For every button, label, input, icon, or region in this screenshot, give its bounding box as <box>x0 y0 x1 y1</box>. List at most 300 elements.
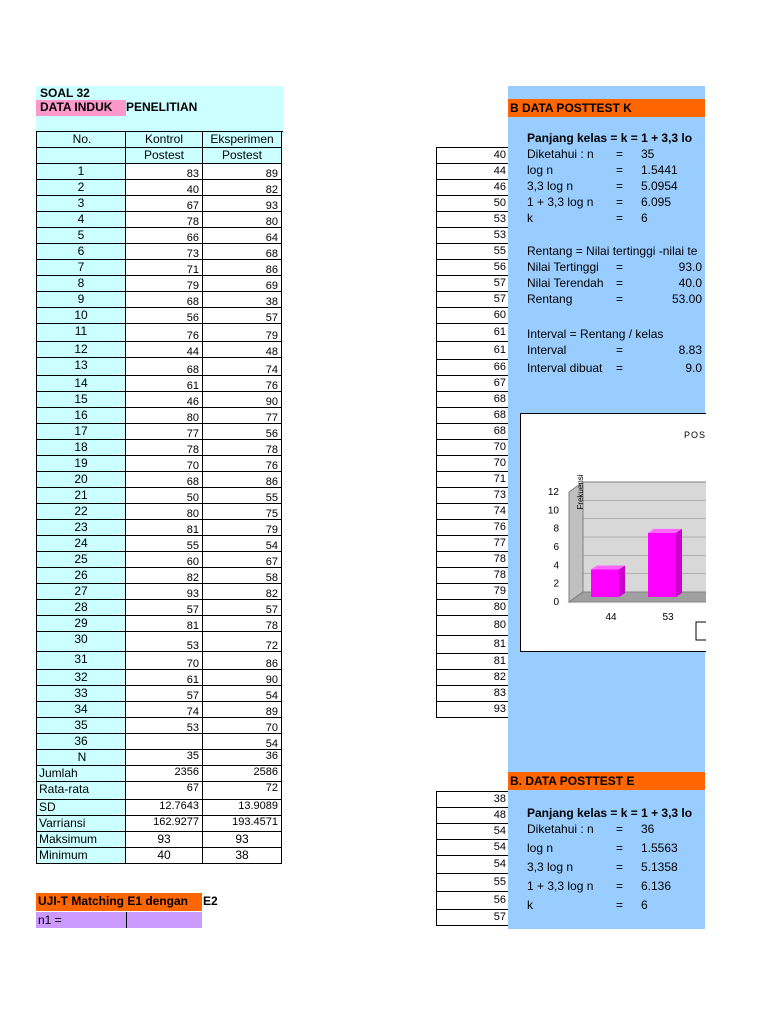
col-no-sub <box>37 148 126 164</box>
x-tick-label: 53 <box>662 612 674 623</box>
row-number: 2 <box>37 180 126 196</box>
rentang-label: Nilai Tertinggi <box>527 260 599 274</box>
table-row <box>37 358 282 376</box>
row-number: 18 <box>37 440 126 456</box>
row-number: 4 <box>37 212 126 228</box>
rentang-label: Rentang <box>527 292 573 306</box>
histogram-chart <box>520 413 706 652</box>
sorted-value: 55 <box>437 244 509 260</box>
row-number: 16 <box>37 408 126 424</box>
n1-label: n1 = <box>38 913 62 927</box>
stat-label: SD <box>37 800 126 816</box>
stats-row <box>37 766 282 782</box>
soal-label: SOAL 32 <box>40 86 90 100</box>
table-row <box>37 276 282 292</box>
kontrol-value: 76 <box>126 324 203 342</box>
calc-label: log n <box>527 841 554 855</box>
table-row <box>37 616 282 632</box>
row-number: 15 <box>37 392 126 408</box>
calc-label: log n <box>527 163 554 177</box>
stat-kontrol: 40 <box>126 848 203 864</box>
row-number: 22 <box>37 504 126 520</box>
table-row <box>37 260 282 276</box>
kontrol-value: 80 <box>126 408 203 424</box>
table-row <box>37 408 282 424</box>
table-row <box>37 244 282 260</box>
sorted-value: 70 <box>437 440 509 456</box>
col-kontrol-header: Kontrol <box>126 132 203 148</box>
y-tick-label: 6 <box>553 542 559 553</box>
kontrol-value: 68 <box>126 358 203 376</box>
sorted-value: 38 <box>437 792 509 808</box>
stat-eksperimen: 2586 <box>203 766 282 782</box>
interval-dibuat-label: Interval dibuat <box>527 361 603 375</box>
kontrol-value: 66 <box>126 228 203 244</box>
table-row <box>37 670 282 686</box>
panel-e-formula: Panjang kelas = k = 1 + 3,3 lo <box>527 806 693 820</box>
kontrol-value: 68 <box>126 472 203 488</box>
kontrol-value: 61 <box>126 670 203 686</box>
uji-title-a: UJI-T Matching E1 dengan <box>38 894 189 908</box>
title-part-b: PENELITIAN <box>126 100 198 114</box>
table-row <box>37 424 282 440</box>
row-number: 21 <box>37 488 126 504</box>
kontrol-value: 46 <box>126 392 203 408</box>
stats-row <box>37 800 282 816</box>
sorted-value: 61 <box>437 324 509 342</box>
kontrol-value: 78 <box>126 440 203 456</box>
sorted-value: 56 <box>437 892 509 910</box>
sorted-value: 68 <box>437 408 509 424</box>
histogram-bar-side <box>619 566 625 598</box>
sorted-value: 54 <box>437 840 509 856</box>
table-row <box>37 632 282 652</box>
sorted-value: 67 <box>437 376 509 392</box>
sorted-value: 54 <box>437 824 509 840</box>
sorted-value: 54 <box>437 856 509 874</box>
row-number: 1 <box>37 164 126 180</box>
row-number: 33 <box>37 686 126 702</box>
eksperimen-value: 80 <box>203 212 282 228</box>
table-row <box>37 342 282 358</box>
row-number: 31 <box>37 652 126 670</box>
table-row <box>37 686 282 702</box>
row-number: 35 <box>37 718 126 734</box>
stat-label: N <box>37 750 126 766</box>
stat-label: Maksimum <box>37 832 126 848</box>
kontrol-value: 67 <box>126 196 203 212</box>
sorted-value: 53 <box>437 228 509 244</box>
row-number: 26 <box>37 568 126 584</box>
interval-value: 8.83 <box>678 343 702 357</box>
table-subheader-row <box>37 148 282 164</box>
table-row <box>37 600 282 616</box>
sorted-value: 76 <box>437 520 509 536</box>
kontrol-value: 60 <box>126 552 203 568</box>
calc-value: 6 <box>641 898 648 912</box>
stat-kontrol: 12.7643 <box>126 800 203 816</box>
kontrol-value: 70 <box>126 652 203 670</box>
kontrol-value: 55 <box>126 536 203 552</box>
eksperimen-value: 56 <box>203 424 282 440</box>
stat-kontrol: 2356 <box>126 766 203 782</box>
sorted-value: 82 <box>437 670 509 686</box>
sorted-value: 57 <box>437 276 509 292</box>
kontrol-value: 61 <box>126 376 203 392</box>
eksperimen-value: 82 <box>203 584 282 600</box>
eksperimen-value: 72 <box>203 632 282 652</box>
panel-k-formula: Panjang kelas = k = 1 + 3,3 lo <box>527 131 693 145</box>
sorted-value: 48 <box>437 808 509 824</box>
y-tick-label: 8 <box>553 523 559 535</box>
kontrol-value: 53 <box>126 718 203 734</box>
histogram-svg <box>521 414 706 652</box>
y-tick-label: 4 <box>553 560 559 572</box>
eksperimen-value: 79 <box>203 324 282 342</box>
eksperimen-value: 78 <box>203 616 282 632</box>
table-row <box>37 376 282 392</box>
table-row <box>37 520 282 536</box>
chart-title: POS <box>684 430 706 440</box>
calc-value: 36 <box>641 822 655 836</box>
sorted-value: 68 <box>437 424 509 440</box>
table-row <box>37 702 282 718</box>
eksperimen-value: 55 <box>203 488 282 504</box>
sorted-value: 60 <box>437 308 509 324</box>
table-row <box>37 504 282 520</box>
kontrol-value: 57 <box>126 686 203 702</box>
sorted-value: 74 <box>437 504 509 520</box>
stat-eksperimen: 193.4571 <box>203 816 282 832</box>
table-row <box>37 536 282 552</box>
rentang-title: Rentang = Nilai tertinggi -nilai te <box>527 244 698 258</box>
eksperimen-value: 86 <box>203 652 282 670</box>
row-number: 34 <box>37 702 126 718</box>
sorted-value: 80 <box>437 616 509 636</box>
kontrol-value: 93 <box>126 584 203 600</box>
row-number: 8 <box>37 276 126 292</box>
kontrol-value <box>126 734 203 750</box>
calc-value: 6 <box>641 211 648 225</box>
row-number: 29 <box>37 616 126 632</box>
table-row <box>37 292 282 308</box>
row-number: 17 <box>37 424 126 440</box>
calc-label: 3,3 log n <box>527 179 574 193</box>
calc-equals: = <box>616 860 624 874</box>
kontrol-value: 57 <box>126 600 203 616</box>
col-no-header: No. <box>37 132 126 148</box>
calc-equals: = <box>616 147 624 161</box>
eksperimen-value: 67 <box>203 552 282 568</box>
sorted-value: 79 <box>437 584 509 600</box>
eksperimen-value: 64 <box>203 228 282 244</box>
rentang-value: 93.0 <box>678 260 702 274</box>
table-row <box>37 652 282 670</box>
row-number: 20 <box>37 472 126 488</box>
uji-title-b: E2 <box>203 894 218 908</box>
eksperimen-value: 74 <box>203 358 282 376</box>
eksperimen-value: 86 <box>203 472 282 488</box>
sorted-value: 40 <box>437 148 509 164</box>
y-axis-label: Frekuensi <box>576 474 585 510</box>
interval-title: Interval = Rentang / kelas <box>527 327 664 341</box>
interval-dibuat-value: 9.0 <box>685 361 702 375</box>
stat-eksperimen: 38 <box>203 848 282 864</box>
row-number: 23 <box>37 520 126 536</box>
calc-equals: = <box>616 163 624 177</box>
data-table <box>36 131 283 864</box>
sorted-value: 81 <box>437 654 509 670</box>
sorted-value: 57 <box>437 292 509 308</box>
kontrol-value: 56 <box>126 308 203 324</box>
sorted-value: 70 <box>437 456 509 472</box>
kontrol-value: 50 <box>126 488 203 504</box>
interval-eq: = <box>616 343 624 357</box>
sorted-value: 55 <box>437 874 509 892</box>
eksperimen-postest-sub: Postest <box>203 148 282 164</box>
eksperimen-value: 38 <box>203 292 282 308</box>
eksperimen-value: 54 <box>203 536 282 552</box>
table-row <box>37 552 282 568</box>
calc-equals: = <box>616 898 624 912</box>
row-number: 13 <box>37 358 126 376</box>
row-number: 24 <box>37 536 126 552</box>
row-number: 27 <box>37 584 126 600</box>
rentang-equals: = <box>616 276 624 290</box>
stats-row <box>37 750 282 766</box>
y-tick-label: 2 <box>553 578 559 590</box>
kontrol-value: 73 <box>126 244 203 260</box>
row-number: 25 <box>37 552 126 568</box>
eksperimen-value: 78 <box>203 440 282 456</box>
interval-label: Interval <box>527 343 567 357</box>
eksperimen-value: 57 <box>203 600 282 616</box>
stat-eksperimen: 93 <box>203 832 282 848</box>
stat-eksperimen: 36 <box>203 750 282 766</box>
kontrol-value: 53 <box>126 632 203 652</box>
sorted-eksperimen-column <box>436 791 509 926</box>
calc-label: Diketahui : n <box>527 822 594 836</box>
row-number: 19 <box>37 456 126 472</box>
kontrol-value: 81 <box>126 520 203 536</box>
y-tick-label: 10 <box>547 505 559 517</box>
eksperimen-value: 79 <box>203 520 282 536</box>
sorted-kontrol-column <box>436 147 509 718</box>
kontrol-value: 78 <box>126 212 203 228</box>
kontrol-value: 83 <box>126 164 203 180</box>
stat-label: Jumlah <box>37 766 126 782</box>
y-tick-label: 0 <box>553 597 559 608</box>
stats-row <box>37 832 282 848</box>
stat-kontrol: 93 <box>126 832 203 848</box>
stat-eksperimen: 72 <box>203 782 282 800</box>
sorted-value: 61 <box>437 342 509 360</box>
sorted-value: 44 <box>437 164 509 180</box>
calc-value: 5.0954 <box>641 179 678 193</box>
table-row <box>37 568 282 584</box>
sorted-value: 68 <box>437 392 509 408</box>
sorted-value: 73 <box>437 488 509 504</box>
calc-label: k <box>527 898 533 912</box>
sorted-value: 77 <box>437 536 509 552</box>
x-tick-label: 44 <box>605 612 617 623</box>
kontrol-value: 80 <box>126 504 203 520</box>
row-number: 9 <box>37 292 126 308</box>
calc-value: 35 <box>641 147 655 161</box>
calc-label: 1 + 3,3 log n <box>527 195 594 209</box>
eksperimen-value: 76 <box>203 376 282 392</box>
kontrol-postest-sub: Postest <box>126 148 203 164</box>
sorted-value: 46 <box>437 180 509 196</box>
row-number: 28 <box>37 600 126 616</box>
table-row <box>37 212 282 228</box>
calc-value: 1.5563 <box>641 841 678 855</box>
eksperimen-value: 90 <box>203 670 282 686</box>
row-number: 12 <box>37 342 126 358</box>
y-tick-label: 12 <box>547 487 559 498</box>
calc-value: 6.136 <box>641 879 672 893</box>
sorted-value: 66 <box>437 360 509 376</box>
eksperimen-value: 82 <box>203 180 282 196</box>
table-row <box>37 488 282 504</box>
calc-label: k <box>527 211 533 225</box>
table-row <box>37 164 282 180</box>
eksperimen-value: 48 <box>203 342 282 358</box>
sorted-value: 57 <box>437 910 509 926</box>
table-row <box>37 228 282 244</box>
kontrol-value: 79 <box>126 276 203 292</box>
calc-equals: = <box>616 179 624 193</box>
interval-dibuat-eq: = <box>616 361 624 375</box>
kontrol-value: 40 <box>126 180 203 196</box>
table-row <box>37 456 282 472</box>
eksperimen-value: 89 <box>203 164 282 180</box>
sorted-value: 56 <box>437 260 509 276</box>
sorted-value: 50 <box>437 196 509 212</box>
stats-row <box>37 782 282 800</box>
kontrol-value: 77 <box>126 424 203 440</box>
stat-label: Varriansi <box>37 816 126 832</box>
sorted-value: 81 <box>437 636 509 654</box>
stat-label: Rata-rata <box>37 782 126 800</box>
col-eksperimen-header: Eksperimen <box>203 132 282 148</box>
table-row <box>37 472 282 488</box>
eksperimen-value: 58 <box>203 568 282 584</box>
sorted-value: 83 <box>437 686 509 702</box>
calc-equals: = <box>616 841 624 855</box>
calc-equals: = <box>616 211 624 225</box>
table-row <box>37 196 282 212</box>
table-header-row <box>37 132 282 148</box>
rentang-equals: = <box>616 260 624 274</box>
row-number: 36 <box>37 734 126 750</box>
table-row <box>37 392 282 408</box>
eksperimen-value: 69 <box>203 276 282 292</box>
sorted-value: 53 <box>437 212 509 228</box>
stat-kontrol: 67 <box>126 782 203 800</box>
sorted-value: 71 <box>437 472 509 488</box>
calc-equals: = <box>616 195 624 209</box>
table-row <box>37 734 282 750</box>
table-row <box>37 180 282 196</box>
table-row <box>37 718 282 734</box>
eksperimen-value: 76 <box>203 456 282 472</box>
kontrol-value: 74 <box>126 702 203 718</box>
calc-value: 6.095 <box>641 195 672 209</box>
stat-kontrol: 162.9277 <box>126 816 203 832</box>
kontrol-value: 44 <box>126 342 203 358</box>
eksperimen-value: 93 <box>203 196 282 212</box>
sorted-value: 78 <box>437 552 509 568</box>
row-number: 7 <box>37 260 126 276</box>
calc-label: 1 + 3,3 log n <box>527 879 594 893</box>
calc-equals: = <box>616 822 624 836</box>
sorted-value: 78 <box>437 568 509 584</box>
eksperimen-value: 54 <box>203 734 282 750</box>
kontrol-value: 71 <box>126 260 203 276</box>
table-row <box>37 440 282 456</box>
stat-label: Minimum <box>37 848 126 864</box>
histogram-bar-side <box>676 529 682 597</box>
row-number: 5 <box>37 228 126 244</box>
sorted-value: 93 <box>437 702 509 718</box>
stat-eksperimen: 13.9089 <box>203 800 282 816</box>
calc-label: Diketahui : n <box>527 147 594 161</box>
panel-e-header: B. DATA POSTTEST E <box>510 774 635 788</box>
chart-floor <box>569 592 706 602</box>
calc-equals: = <box>616 879 624 893</box>
eksperimen-value: 90 <box>203 392 282 408</box>
histogram-bar <box>591 570 619 598</box>
row-number: 11 <box>37 324 126 342</box>
row-number: 14 <box>37 376 126 392</box>
calc-value: 1.5441 <box>641 163 678 177</box>
sorted-value: 80 <box>437 600 509 616</box>
row-number: 10 <box>37 308 126 324</box>
eksperimen-value: 89 <box>203 702 282 718</box>
rentang-label: Nilai Terendah <box>527 276 604 290</box>
calc-value: 5.1358 <box>641 860 678 874</box>
kontrol-value: 68 <box>126 292 203 308</box>
histogram-bar <box>648 533 676 597</box>
stats-row <box>37 848 282 864</box>
eksperimen-value: 54 <box>203 686 282 702</box>
table-row <box>37 324 282 342</box>
title-part-a: DATA INDUK <box>40 100 113 114</box>
legend-box <box>696 622 706 640</box>
eksperimen-value: 70 <box>203 718 282 734</box>
kontrol-value: 82 <box>126 568 203 584</box>
table-row <box>37 308 282 324</box>
row-number: 3 <box>37 196 126 212</box>
calc-label: 3,3 log n <box>527 860 574 874</box>
eksperimen-value: 57 <box>203 308 282 324</box>
eksperimen-value: 86 <box>203 260 282 276</box>
rentang-value: 53.00 <box>671 292 702 306</box>
eksperimen-value: 68 <box>203 244 282 260</box>
row-number: 32 <box>37 670 126 686</box>
stat-kontrol: 35 <box>126 750 203 766</box>
row-number: 30 <box>37 632 126 652</box>
eksperimen-value: 75 <box>203 504 282 520</box>
row-number: 6 <box>37 244 126 260</box>
panel-k-header: B DATA POSTTEST K <box>510 101 632 115</box>
kontrol-value: 70 <box>126 456 203 472</box>
rentang-value: 40.0 <box>678 276 702 290</box>
stats-row <box>37 816 282 832</box>
rentang-equals: = <box>616 292 624 306</box>
eksperimen-value: 77 <box>203 408 282 424</box>
